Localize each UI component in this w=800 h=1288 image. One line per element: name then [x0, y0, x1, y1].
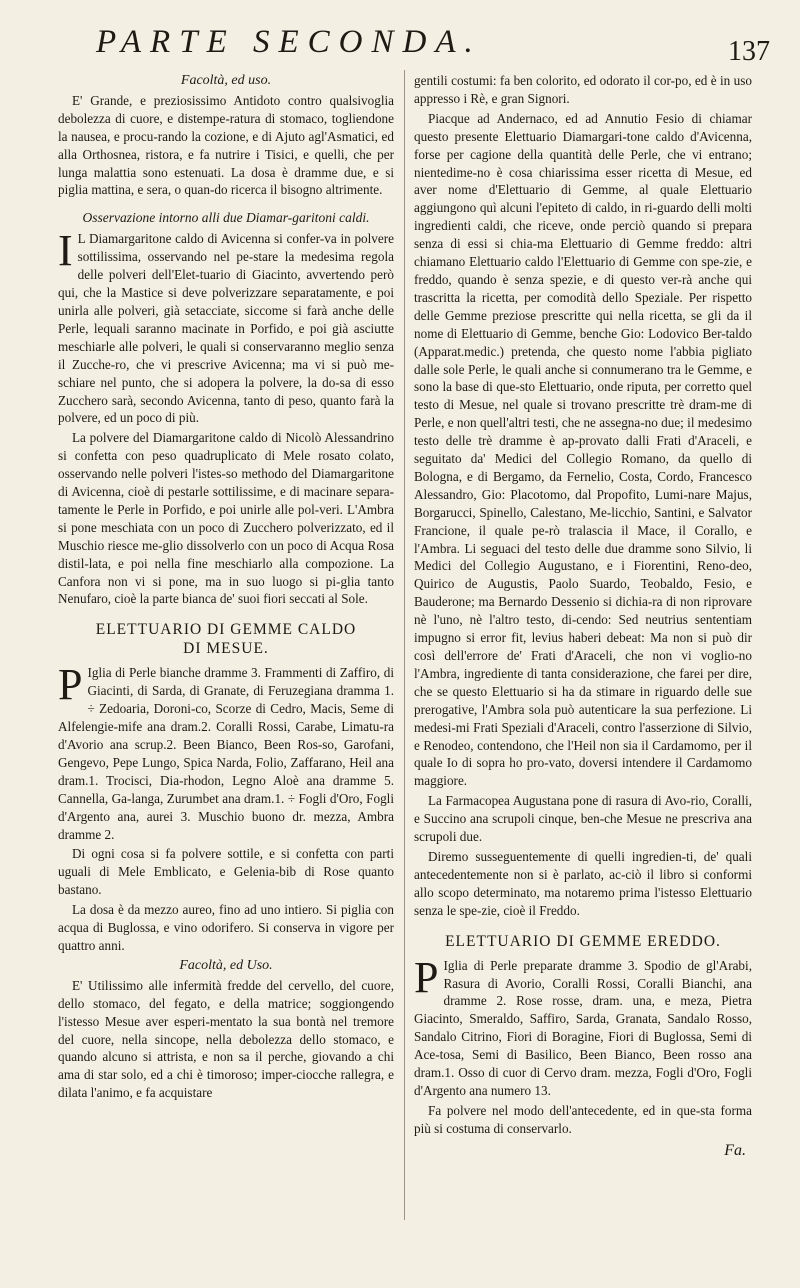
farmacopea-paragraph: La Farmacopea Augustana pone di rasura di Avo-rio, Coralli, e Succino ana scrupoli cinque, ben-che Mesue ne prescriva ana scrupoli due.	[414, 793, 752, 845]
continuation-paragraph: gentili costumi: fa ben colorito, ed odorato il cor-po, ed è in uso appresso i Rè, e gran Signori.	[414, 73, 752, 106]
facolta-paragraph: E' Grande, e preziosissimo Antidoto contro qualsivoglia debolezza di cuore, e distempe-ratura di stomaco, togliendone la nausea, e procu-rando la cozione, e di Ajuto agl'Asmatici, ed alla Orthosnea, ristora, e fa nutrire i Tisici, e quelli, che per lunga malattia sono estenuati. La dosa è dramme due, e si piglia mattina, e sera, o quan-do ricerca il bisogno altrimente.	[58, 92, 394, 198]
elettuario-caldo-heading	[58, 620, 394, 658]
page-number: 137	[728, 36, 770, 67]
elettuario-caldo-recipe	[58, 660, 394, 843]
running-head	[0, 14, 800, 67]
elettuario-caldo-dose: La dosa è da mezzo aureo, fino ad uno intiero. Si piglia con acqua di Buglossa, e vino odorifero. Si conserva in vigore per quattro anni.	[58, 902, 394, 953]
dropcap-initial-i: I	[58, 226, 73, 276]
elettuario-caldo-recipe-text: Iglia di Perle bianche dramme 3. Frammenti di Zaffiro, di Giacinti, di Sarda, di Granate, di Feruzegiana dramma 1. ÷ Zedoaria, Doroni-co, Scorze di Cedro, Macis, Seme di Alfelengie-mife ana dram.2. Coralli Rossi, Carabe, Limatu-ra d'Avorio ana scrup.2. Been Bianco, Been Ros-so, Garofani, Gengevo, Pepe Lungo, Spica Narda, Folio, Zaffarano, Heil ana dram.1. Trocisci, Dia-rhodon, Legno Aloè ana dramme 5. Cannella, Ga-langa, Zurumbet ana dram.1. ÷ Fogli d'Oro, Fogli d'Argento ana, aurei 3. Muschio buono dr. mezza, Ambra dramme 2.	[58, 665, 394, 842]
elettuario-caldo-heading-line2: DI MESUE.	[183, 640, 269, 658]
dropcap-initial-p: P	[58, 660, 83, 710]
right-column	[414, 72, 752, 1272]
diremo-paragraph: Diremo susseguentemente di quelli ingredien-ti, de' quali antecedentemente non si è parlato, ac-ciò il libro si conformi allo scopo determinato, ma notaremo prima l'istesso Elettuario senza le spe-zie, cioè il Freddo.	[414, 848, 752, 918]
facolta-heading: Facoltà, ed uso.	[180, 73, 272, 88]
elettuario-freddo-recipe	[414, 952, 752, 1100]
osservazione-paragraph-2: La polvere del Diamargaritone caldo di Nicolò Alessandrino si confetta con peso quadruplicato di Mele rosato colato, osservando nelle polveri l'istes-so methodo del Diamargaritone di Avicenna, cioè di pestarle sottilissime, e di macinare separa-tamente le Perle in Porfido, e poi unirle alle pol-veri. L'Ambra si pone meschiata con un poco di Zucchero polverizzato, ed il Muschio riesce me-glio dissolverlo con un poco di Acqua Rosa distil-lata, e poi nella fine meschiarlo alla compozione. La Canfora non vi si pone, ma in suo luogo si pi-glia tanto Nenufaro, cioè la parte bianca de' suoi fiori seccati al Sole.	[58, 430, 394, 607]
running-title: PARTE SECONDA.	[96, 24, 482, 60]
elettuario-freddo-heading: ELETTUARIO DI GEMME EREDDO.	[445, 932, 721, 950]
elettuario-freddo-recipe-text: Iglia di Perle preparate dramme 3. Spodio de gl'Arabi, Rasura di Avorio, Coralli Rossi, Coralli Bianchi, ana dramme 2. Rose rosse, dram. una, e meza, Pietra Giacinto, Smeraldo, Saffiro, Sarda, Granata, Sandalo Rosso, Sandalo Citrino, Fiori di Boragine, Fiori di Buglossa, Semi di Ace-tosa, Semi di Basilico, Been Bianco, Been rosso ana dram.1. Osso di cuor di Cervo dram. mezza, Fogli d'Oro, Fogli d'Argento ana numero 13.	[414, 957, 752, 1098]
commentary-paragraph: Piacque ad Andernaco, ed ad Annutio Fesio di chiamar questo presente Elettuario Diamargari-tone caldo d'Avicenna, forse per cagione della quantità delle Perle, che vi entrano; nientedime-no è cosa chiarissima esser ricetta di Mesue, ed aver nome d'Elettuario di Gemme, al quale Elettuario aggiungono quì alcuni l'epiteto di caldo, in ri-guardo delli molti ingredienti caldi, che riceve, onde perciò quando si prepara senza di essi si chia-ma Elettuario di Gemme freddo: altri chiamano Elettuario caldo l'Elettuario di Gemme con spe-zie, e freddo, quando è senza spezie, e di questo ver-rà anche qui trascritta la ricetta, per comodità dello Speziale. Per rispetto delle Gemme preziose prescritte qui nella ricetta, se gli da il nome di Elettuario di Gemme, benche Gio: Lodovico Ber-taldo (Apparat.medic.) pretenda, che questo nome l'abbia pigliato dalle sole Perle, le quali anche si connumerano tra le Gemme, e sono la base di que-sto Elettuario, onde riputa, per corretto quel testo di Mesue, nel quale si trovano prescritte trè dram-me di Perle, e non quell'altri testi, che ne assegna-no due; il medesimo testo delle trè dramme è ap-provato dalli Frati d'Araceli, e seguitato da' Medici del Collegio Romano, da quello di Bologna, e di Bergamo, da Fernelio, Costa, Cordo, Francesco Alessandro, Gio: Placotomo, dal Propofito, Lumi-nare Majus, Borgarucci, Spinello, Calestano, Me-licchio, Santini, e Salvator Francione, il quale pe-rò tralascia il Mace, il Corallo, e l'Ambra. Li seguaci del testo delle due dramme sono Silvio, li Medici del Collegio Augustano, e i Fiorentini, Reno-deo, Quirico de Augustis, Paolo Suardo, Teobaldo, Fesio, e Bauderone; ma Bernardo Dessenio si dichia-ra di non riprovare nè l'uno, nè l'altro testo, di-cendo: Sed neutrius sententiam impugno si error fit, levius haberi debeat: Ma non si può dir così dell'errore de' Frati d'Araceli, che non vi voglio-no l'Ambra, ingrediente di tanta considerazione, che farei per dire, che se questo Elettuario si ha da stimare in riguardo delle sue prerogative, l'Ambra sola può autenticare la sua perfezione. Li medesi-mi Frati Speziali d'Araceli, contro l'asserzione di Silvio, e Renodeo, contendono, che l'Heil non sia il Cardamomo, per il quale Io di sopra ho pro-vato, doversi intendere il Cardamomo maggiore.	[414, 110, 752, 789]
facolta-uso-paragraph: E' Utilissimo alle infermità fredde del cervello, del cuore, dello stomaco, del fegato, e della matrice; soggiongendo l'istesso Mesue aver esperi-mentato la sua bontà nel tremore del cuore, nella sincope, nella debolezza dello stomaco, e quando alcuno si attrista, e non sa il perche, giovando a chi ama di star solo, ed a chi è timoroso; imper-ciocche rallegra, e dilata l'animo, e fa acquistare	[58, 977, 394, 1101]
osservazione-paragraph	[58, 226, 394, 427]
osservazione-heading: Osservazione intorno alli due Diamar-garitoni caldi.	[82, 210, 370, 226]
elettuario-caldo-preparation: Di ogni cosa si fa polvere sottile, e si confetta con parti uguali di Mele Emblicato, e Gelenia-bib di Rose quanto bastano.	[58, 846, 394, 898]
left-column	[58, 72, 394, 1272]
dropcap-initial-p: P	[414, 952, 439, 1002]
column-divider	[404, 70, 405, 1220]
facolta-uso-heading: Facoltà, ed Uso.	[179, 957, 273, 973]
catchword: Fa.	[724, 1141, 746, 1159]
osservazione-text: L Diamargaritone caldo di Avicenna si confer-va in polvere sottilissima, osservando nel pe-stare la medesima regola delle polveri dell'Elet-tuario di Giacinto, avvertendo però qui, che la Mastice si deve polverizzare separatamente, e poi unirla alle polveri, già setacciate, siccome si farà anche delle Perle, lequali saranno macinate in Porfido, e poi già asciutte meschiarle alle polveri, le quali si conservaranno meglio senza il Zucche-ro, che vi prescrive Avicenna; ma vi si può me-schiare nel punto, che si adopera la polvere, la do-sa di esso Zucchero sarà, secondo Avicenna, tanto di peso, quanto farà la polvere, ed un poco di più.	[58, 231, 394, 426]
elettuario-caldo-heading-line1: ELETTUARIO DI GEMME CALDO	[95, 621, 357, 639]
elettuario-freddo-preparation: Fa polvere nel modo dell'antecedente, ed in que-sta forma più si costuma di conservarlo.	[414, 1102, 752, 1136]
